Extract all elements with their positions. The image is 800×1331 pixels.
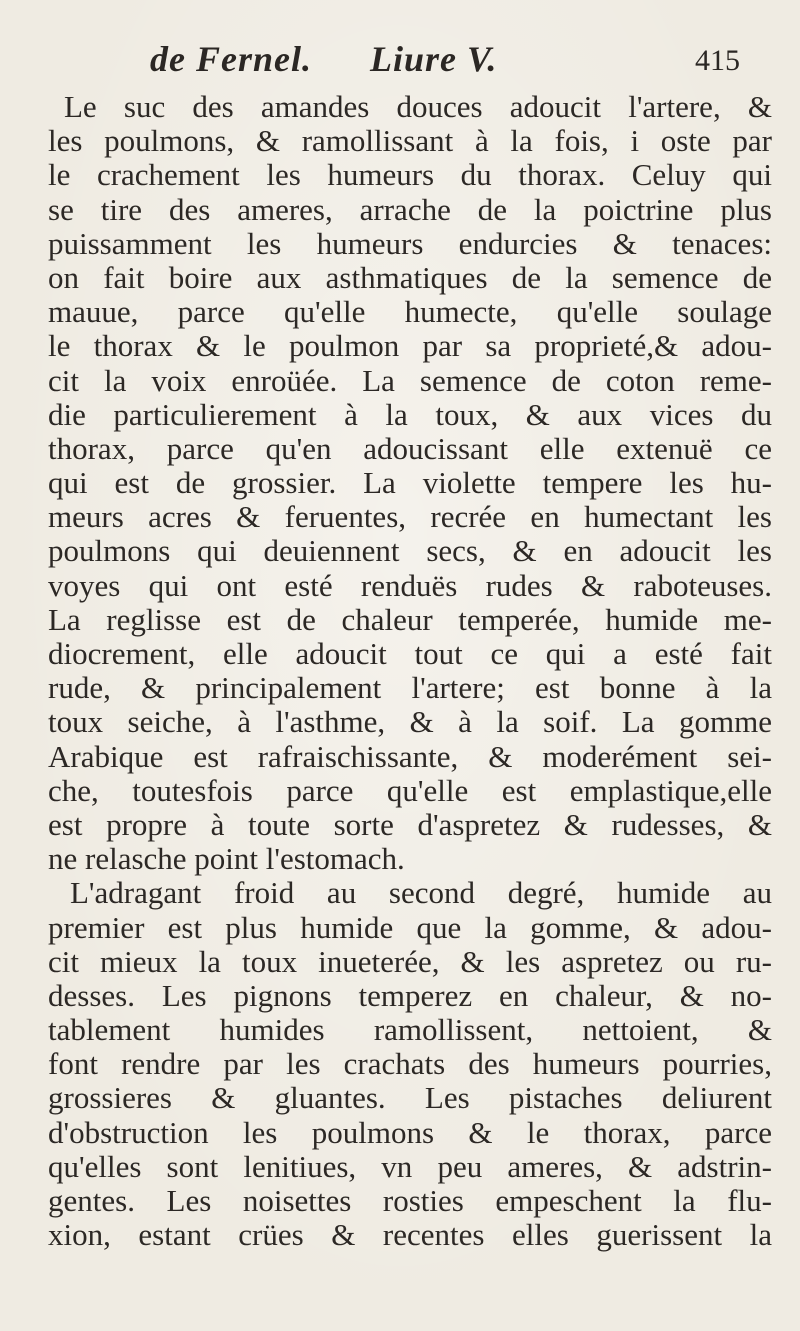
text-line: diocrement, elle adoucit tout ce qui a esté fait bbox=[48, 636, 772, 671]
text-line: meurs acres & feruentes, recrée en humectant les bbox=[48, 499, 772, 535]
text-line: toux seiche, à l'asthme, & à la soif. La gomme bbox=[48, 704, 772, 740]
text-line: voyes qui ont esté renduës rudes & raboteuses. bbox=[48, 567, 772, 603]
text-line: gentes. Les noisettes rosties empeschent la flu- bbox=[48, 1183, 772, 1218]
text-line: qu'elles sont lenitiues, vn peu ameres, & adstrin- bbox=[48, 1148, 772, 1184]
text-line: les poulmons, & ramollissant à la fois, i oste par bbox=[48, 123, 772, 159]
running-title-author: de Fernel. bbox=[150, 39, 312, 79]
text-line: le thorax & le poulmon par sa proprieté,& adou- bbox=[48, 328, 772, 364]
text-line: font rendre par les crachats des humeurs pourries, bbox=[48, 1046, 772, 1082]
text-line: ne relasche point l'estomach. bbox=[48, 841, 405, 877]
text-line: Arabique est rafraischissante, & moderément sei- bbox=[48, 738, 772, 774]
text-line: d'obstruction les poulmons & le thorax, parce bbox=[48, 1114, 772, 1150]
body-text bbox=[48, 90, 772, 1252]
text-line: La reglisse est de chaleur temperée, humide me- bbox=[48, 601, 772, 637]
text-line: mauue, parce qu'elle humecte, qu'elle soulage bbox=[48, 294, 772, 330]
text-line: le crachement les humeurs du thorax. Celuy qui bbox=[48, 157, 772, 193]
page-number: 415 bbox=[695, 44, 740, 77]
text-line: desses. Les pignons temperez en chaleur, & no- bbox=[48, 977, 772, 1013]
text-line: die particulierement à la toux, & aux vices du bbox=[48, 396, 772, 432]
text-line: cit la voix enroüée. La semence de coton reme- bbox=[48, 362, 772, 398]
text-line: L'adragant froid au second degré, humide au bbox=[70, 875, 772, 911]
text-line: premier est plus humide que la gomme, & adou- bbox=[48, 909, 772, 945]
text-line: thorax, parce qu'en adoucissant elle extenuë ce bbox=[48, 430, 772, 466]
text-line: puissamment les humeurs endurcies & tenaces: bbox=[48, 225, 772, 261]
text-line: on fait boire aux asthmatiques de la semence de bbox=[48, 259, 772, 295]
text-line: grossieres & gluantes. Les pistaches deliurent bbox=[48, 1080, 772, 1116]
text-line: Le suc des amandes douces adoucit l'artere, & bbox=[64, 89, 772, 124]
text-line: che, toutesfois parce qu'elle est emplastique,elle bbox=[48, 772, 772, 808]
text-line: qui est de grossier. La violette tempere les hu- bbox=[48, 465, 772, 501]
running-title-book: Liure V. bbox=[370, 39, 498, 79]
text-line: tablement humides ramollissent, nettoient, & bbox=[48, 1012, 772, 1048]
text-line: se tire des ameres, arrache de la poictrine plus bbox=[48, 191, 772, 227]
text-line: rude, & principalement l'artere; est bonne à la bbox=[48, 670, 772, 706]
text-line: xion, estant crües & recentes elles guerissent la bbox=[48, 1217, 772, 1253]
text-line: poulmons qui deuiennent secs, & en adoucit les bbox=[48, 533, 772, 569]
running-header bbox=[150, 38, 770, 94]
text-line: est propre à toute sorte d'aspretez & rudesses, & bbox=[48, 806, 772, 842]
text-line: cit mieux la toux inueterée, & les aspretez ou ru- bbox=[48, 943, 772, 979]
